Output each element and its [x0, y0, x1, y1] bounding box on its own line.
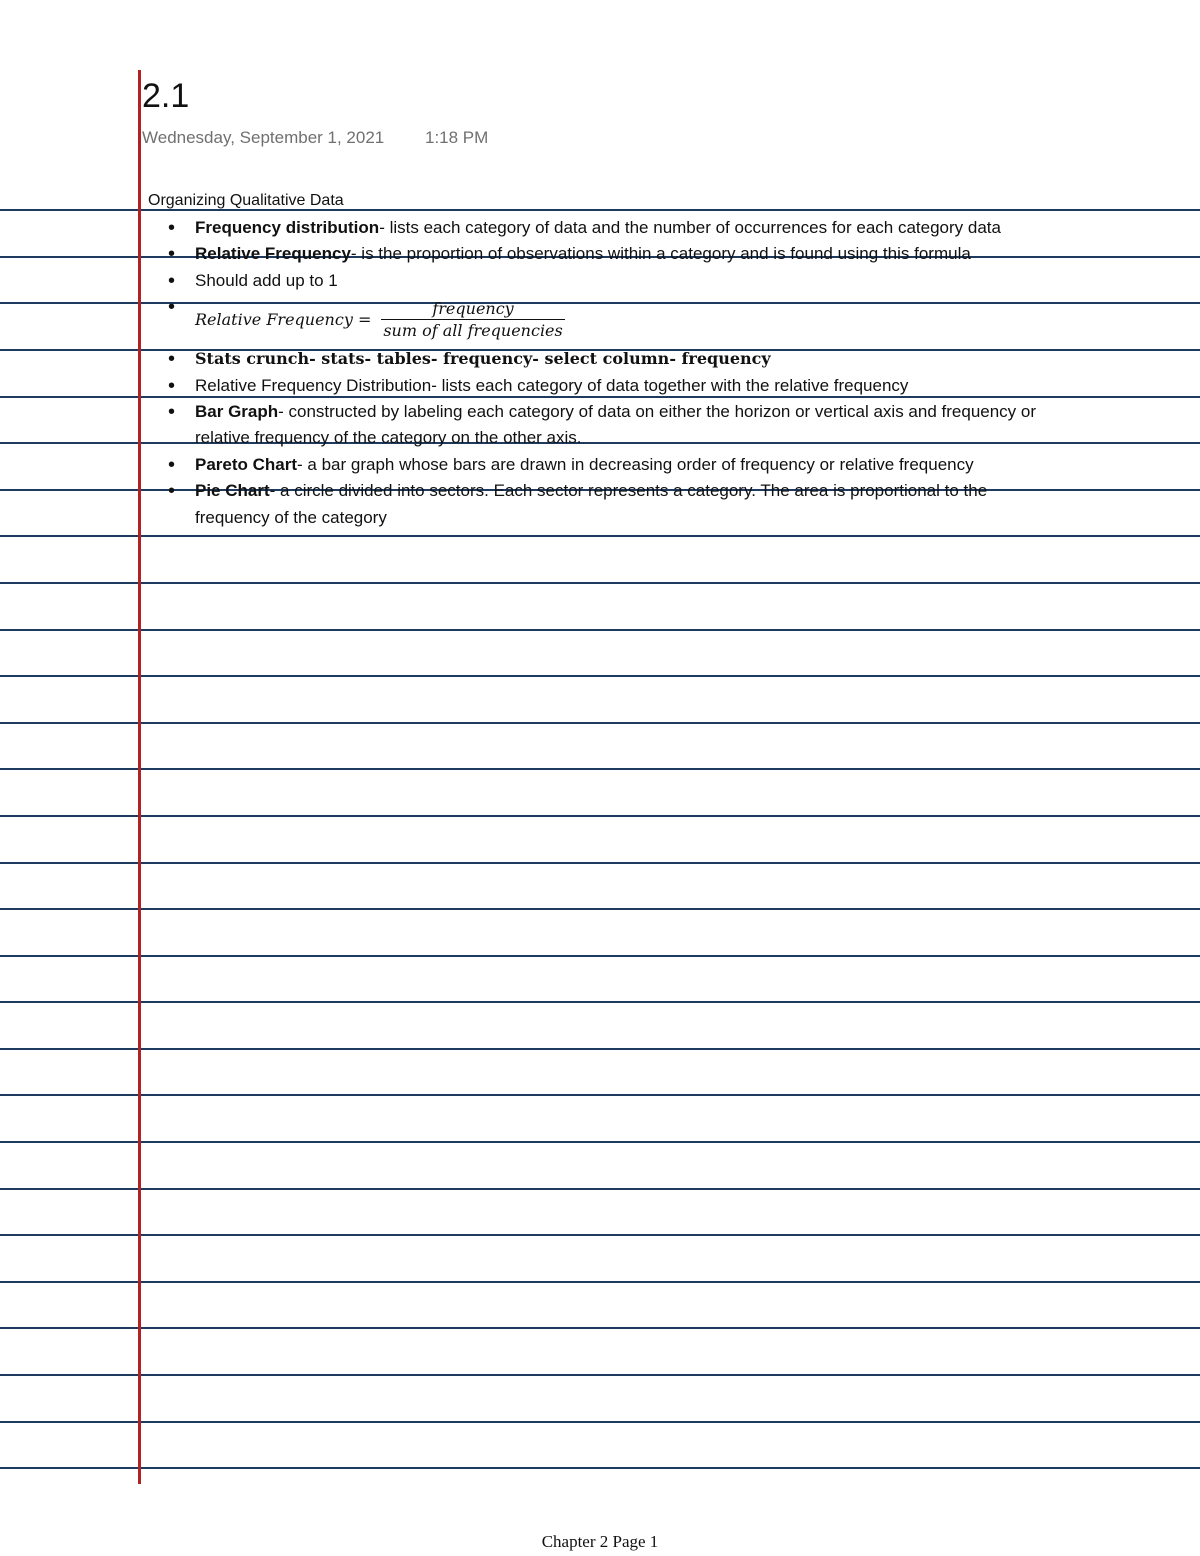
list-item[interactable] — [166, 268, 1066, 294]
stats-crunch-steps: Stats crunch- stats- tables- frequency- select column- frequency — [195, 349, 771, 369]
rule-line — [0, 1421, 1200, 1423]
definition-text: - constructed by labeling each category of data on either the horizon or vertical axis and frequency or relative frequency of the category on the other axis. — [195, 402, 1037, 448]
formula-denominator: sum of all frequencies — [383, 320, 563, 340]
rule-line — [0, 1001, 1200, 1003]
formula-numerator: frequency — [432, 298, 514, 318]
term-pie-chart: Pie Chart — [195, 481, 270, 501]
margin-line — [138, 70, 141, 1484]
page-date-time — [142, 127, 488, 149]
rule-line — [0, 1467, 1200, 1469]
rule-line — [0, 535, 1200, 537]
definition-text: - a circle divided into sectors. Each sector represents a category. The area is proportional to the frequency of the category — [195, 481, 988, 527]
formula-fraction — [381, 299, 564, 342]
page-footer: Chapter 2 Page 1 — [541, 1532, 659, 1551]
list-item[interactable] — [166, 346, 1066, 372]
rule-line — [0, 768, 1200, 770]
rule-line — [0, 955, 1200, 957]
rule-line — [0, 1234, 1200, 1236]
term-bar-graph: Bar Graph — [195, 402, 279, 422]
notes-list[interactable] — [166, 215, 1066, 531]
rule-line — [0, 722, 1200, 724]
list-item[interactable] — [166, 399, 1066, 452]
list-item[interactable] — [166, 478, 1066, 531]
rule-line — [0, 1094, 1200, 1096]
rule-line — [0, 862, 1200, 864]
list-item[interactable] — [166, 215, 1066, 241]
rule-line — [0, 815, 1200, 817]
term-pareto-chart: Pareto Chart — [195, 454, 298, 474]
note-text: Relative Frequency Distribution- lists each category of data together with the relative frequency — [195, 375, 909, 395]
rule-line — [0, 629, 1200, 631]
list-item[interactable] — [166, 241, 1066, 267]
definition-text: - is the proportion of observations within a category and is found using this formula — [350, 244, 971, 264]
term-relative-frequency: Relative Frequency — [195, 244, 351, 264]
page-date: Wednesday, September 1, 2021 — [142, 128, 385, 147]
rule-line — [0, 1327, 1200, 1329]
formula-lhs: • Relative Frequency = — [195, 310, 372, 330]
rule-line — [0, 1141, 1200, 1143]
definition-text: - a bar graph whose bars are drawn in decreasing order of frequency or relative frequency — [297, 454, 974, 474]
formula-item[interactable] — [166, 294, 1066, 346]
definition-text: - lists each category of data and the number of occurrences for each category data — [379, 218, 1001, 237]
rule-line — [0, 582, 1200, 584]
section-heading[interactable]: Organizing Qualitative Data — [148, 192, 344, 209]
rule-line — [0, 675, 1200, 677]
list-item[interactable] — [166, 373, 1066, 399]
list-item[interactable] — [166, 452, 1066, 478]
term-frequency-distribution: Frequency distribution — [195, 218, 380, 237]
page-title[interactable]: 2.1 — [142, 77, 190, 115]
rule-line — [0, 908, 1200, 910]
rule-line — [0, 1048, 1200, 1050]
relative-frequency-formula — [195, 299, 565, 342]
rule-line — [0, 1281, 1200, 1283]
rule-line — [0, 1188, 1200, 1190]
rule-line — [0, 1374, 1200, 1376]
page-time: 1:18 PM — [424, 128, 489, 147]
note-text: Should add up to 1 — [195, 270, 338, 290]
